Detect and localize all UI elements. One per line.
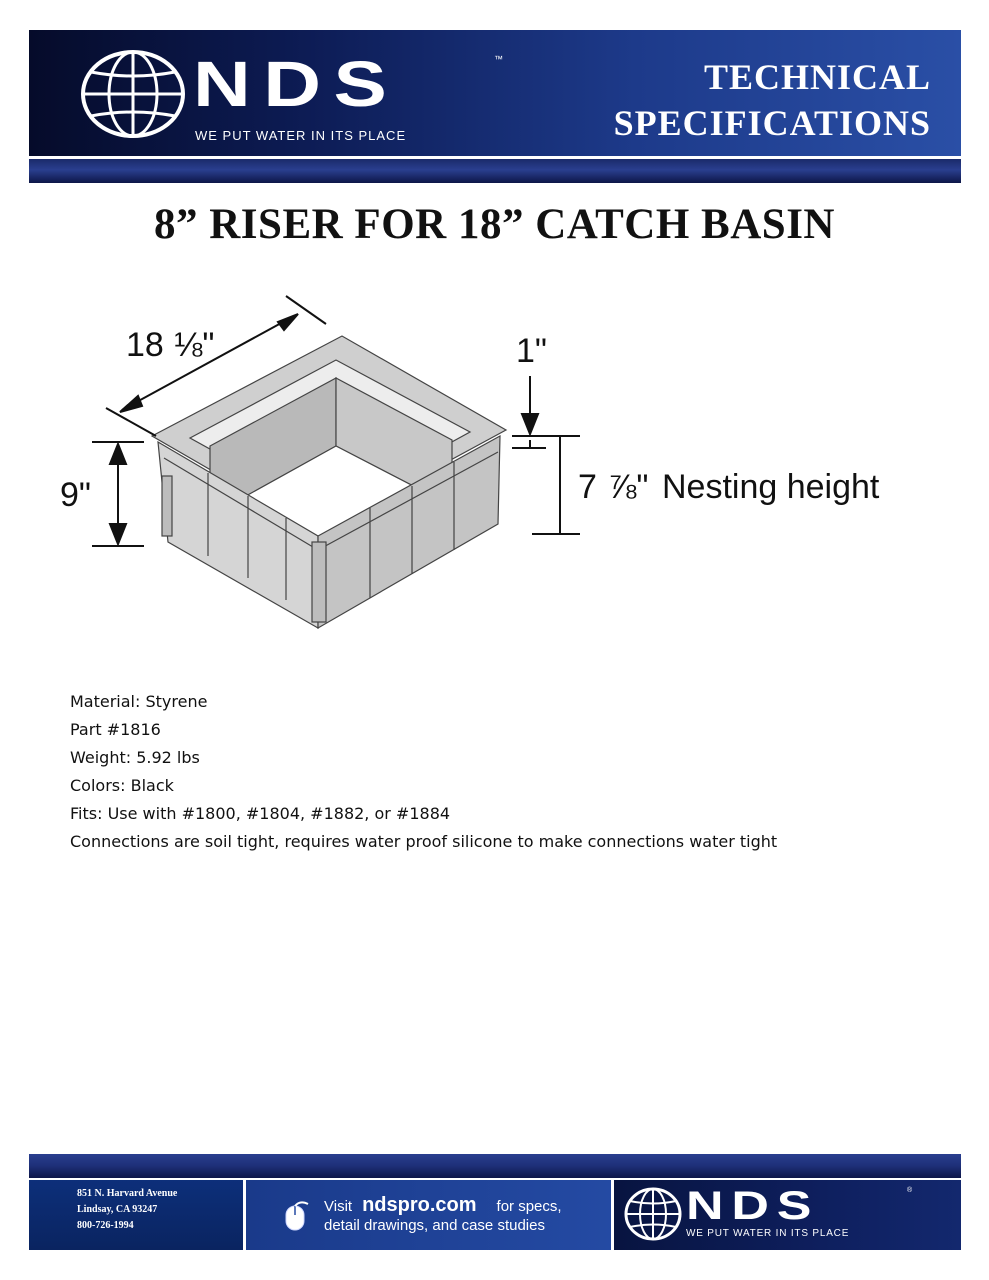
footer-logo-wordmark: NDS — [686, 1184, 820, 1228]
spec-connections: Connections are soil tight, requires water proof silicone to make connections water tight — [70, 832, 778, 851]
spec-colors: Colors: Black — [70, 776, 174, 795]
document-type-line1: TECHNICAL — [703, 57, 931, 97]
footer-logo-tagline: WE PUT WATER IN ITS PLACE — [686, 1228, 850, 1239]
footer — [29, 1180, 961, 1250]
address-city: Lindsay, CA 93247 — [77, 1204, 158, 1215]
riser-illustration — [152, 336, 506, 628]
spec-material: Material: Styrene — [70, 692, 208, 711]
height-dimension — [92, 442, 144, 546]
globe-icon — [624, 1186, 682, 1242]
nesting-dimension-fraction: ⅞" — [608, 468, 649, 506]
globe-icon — [81, 48, 185, 140]
address-street: 851 N. Harvard Avenue — [77, 1188, 178, 1199]
footer-address — [29, 1180, 243, 1250]
lip-dimension-label: 1" — [516, 332, 547, 370]
header-banner — [29, 30, 961, 156]
nesting-dimension-whole: 7 — [578, 468, 597, 506]
visit-description: detail drawings, and case studies — [324, 1217, 545, 1234]
website-link[interactable]: ndspro.com — [362, 1194, 477, 1216]
footer-divider-band — [29, 1154, 961, 1178]
width-dimension-whole: 18 — [126, 326, 164, 364]
document-type-line2: SPECIFICATIONS — [613, 103, 931, 143]
footer-visit-panel — [246, 1180, 611, 1250]
riser-drawing — [40, 280, 940, 650]
spec-part-number: Part #1816 — [70, 720, 161, 739]
address-phone: 800-726-1994 — [77, 1220, 134, 1231]
width-dimension-fraction: ⅛" — [174, 326, 215, 364]
height-dimension-label: 9" — [60, 476, 91, 514]
trademark-symbol: ™ — [494, 54, 503, 64]
mouse-icon — [280, 1200, 314, 1234]
visit-prefix: Visit — [324, 1198, 353, 1215]
header-divider-band — [29, 159, 961, 183]
footer-logo — [614, 1180, 961, 1250]
nesting-dimension-label: Nesting height — [662, 468, 880, 506]
spec-fits: Fits: Use with #1800, #1804, #1882, or #1884 — [70, 804, 451, 823]
nesting-dimension — [532, 436, 580, 534]
nds-logo — [81, 48, 511, 143]
lip-dimension — [512, 376, 578, 448]
page-title: 8” RISER FOR 18” CATCH BASIN — [154, 201, 835, 248]
logo-wordmark: NDS — [193, 48, 400, 120]
spec-weight: Weight: 5.92 lbs — [70, 748, 200, 767]
logo-tagline: WE PUT WATER IN ITS PLACE — [195, 128, 407, 143]
footer-trademark: ® — [907, 1187, 913, 1194]
document-type — [614, 54, 931, 146]
visit-suffix: for specs, — [496, 1198, 562, 1215]
spec-list — [70, 688, 777, 856]
